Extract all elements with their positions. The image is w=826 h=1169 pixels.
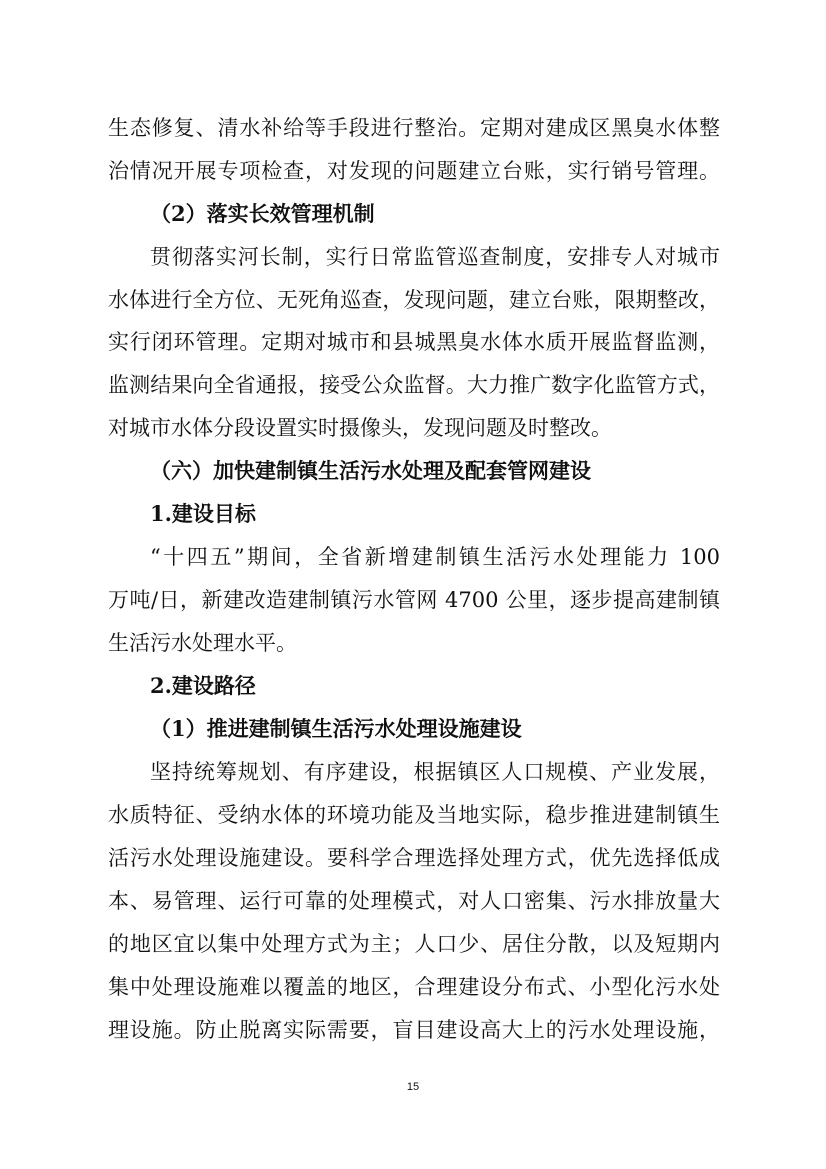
paragraph-first-line: 贯彻落实河长制，实行日常监管巡查制度，安排专人对城市 — [150, 245, 720, 269]
subsection-heading: 1.建设目标 — [150, 501, 256, 526]
text-line: 集中处理设施难以覆盖的地区，合理建设分布式、小型化污水处 — [108, 975, 720, 999]
text-line: 本、易管理、运行可靠的处理模式，对人口密集、污水排放量大 — [108, 889, 720, 913]
text-line: 治情况开展专项检查，对发现的问题建立台账，实行销号管理。 — [108, 159, 720, 183]
paragraph-first-line: 坚持统筹规划、有序建设，根据镇区人口规模、产业发展， — [150, 760, 720, 784]
text-line: 的地区宜以集中处理方式为主；人口少、居住分散，以及短期内 — [108, 932, 720, 956]
subsection-heading: （1）推进建制镇生活污水处理设施建设 — [150, 716, 522, 741]
text-line: 生活污水处理水平。 — [108, 631, 297, 655]
text-line: 理设施。防止脱离实际需要，盲目建设高大上的污水处理设施， — [108, 1018, 720, 1042]
section-heading: （六）加快建制镇生活污水处理及配套管网建设 — [150, 458, 591, 483]
text-line: 对城市水体分段设置实时摄像头，发现问题及时整改。 — [108, 416, 612, 440]
text-line: 活污水处理设施建设。要科学合理选择处理方式，优先选择低成 — [108, 846, 720, 870]
subsection-heading: 2.建设路径 — [150, 673, 256, 698]
text-line: 实行闭环管理。定期对城市和县城黑臭水体水质开展监督监测， — [108, 330, 720, 354]
paragraph-first-line: “十四五”期间，全省新增建制镇生活污水处理能力 100 — [150, 545, 720, 569]
text-line: 监测结果向全省通报，接受公众监督。大力推广数字化监管方式， — [108, 373, 720, 397]
text-line: 水质特征、受纳水体的环境功能及当地实际，稳步推进建制镇生 — [108, 803, 720, 827]
subsection-heading: （2）落实长效管理机制 — [150, 201, 375, 226]
page-number: 15 — [406, 1081, 420, 1093]
text-line: 水体进行全方位、无死角巡查，发现问题，建立台账，限期整改， — [108, 288, 720, 312]
text-line: 生态修复、清水补给等手段进行整治。定期对建成区黑臭水体整 — [108, 116, 720, 140]
text-line: 万吨/日，新建改造建制镇污水管网 4700 公里，逐步提高建制镇 — [108, 588, 720, 612]
